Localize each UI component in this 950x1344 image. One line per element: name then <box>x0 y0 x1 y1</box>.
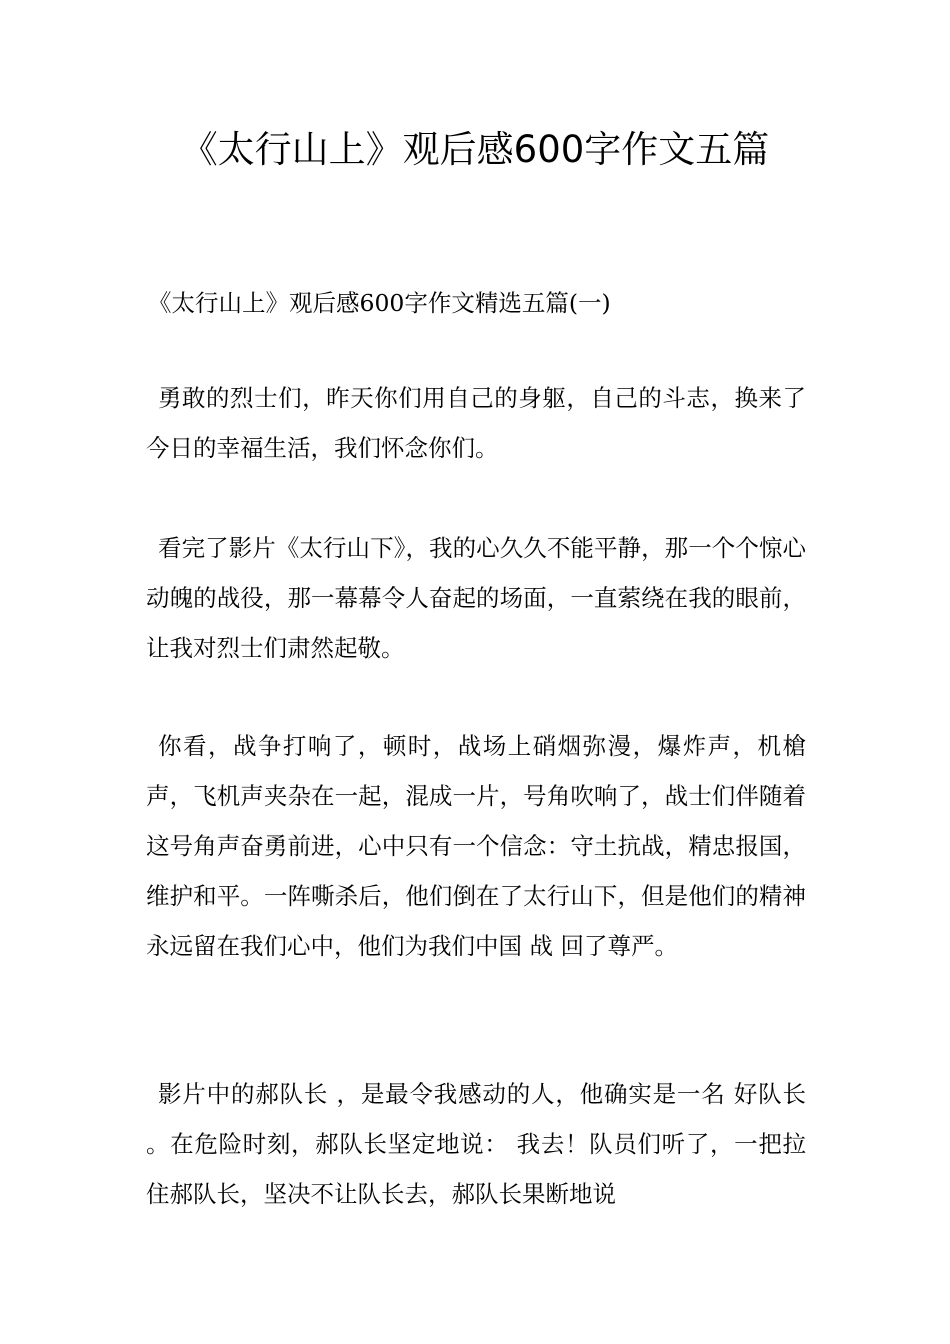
paragraph-4: 影片中的郝队长 ，是最令我感动的人，他确实是一名 好队长 。在危险时刻，郝队长坚定地说： 我去！队员们听了，一把拉住郝队长，坚决不让队长去，郝队长果断地说 <box>146 1080 806 1208</box>
section-subtitle: 《太行山上》观后感600字作文精选五篇(一) <box>148 289 611 317</box>
paragraph-3: 你看，战争打响了，顿时，战场上硝烟弥漫，爆炸声，机槍声，飞机声夹杂在一起，混成一片，号角吹响了，战士们伴随着这号角声奋勇前进，心中只有一个信念：守土抗战，精忠报国，维护和平。一阵嘶杀后，他们倒在了太行山下，但是他们的精神永远留在我们心中，他们为我们中国 战 回了尊严。 <box>146 732 806 960</box>
paragraph-1: 勇敢的烈士们，昨天你们用自己的身躯，自己的斗志，换来了今日的幸福生活，我们怀念你们。 <box>146 384 806 462</box>
document-title: 《太行山上》观后感600字作文五篇 <box>180 128 770 171</box>
paragraph-2: 看完了影片《太行山下》，我的心久久不能平静，那一个个惊心动魄的战役，那一幕幕令人奋起的场面，一直萦绕在我的眼前，让我对烈士们肃然起敬。 <box>146 534 806 662</box>
